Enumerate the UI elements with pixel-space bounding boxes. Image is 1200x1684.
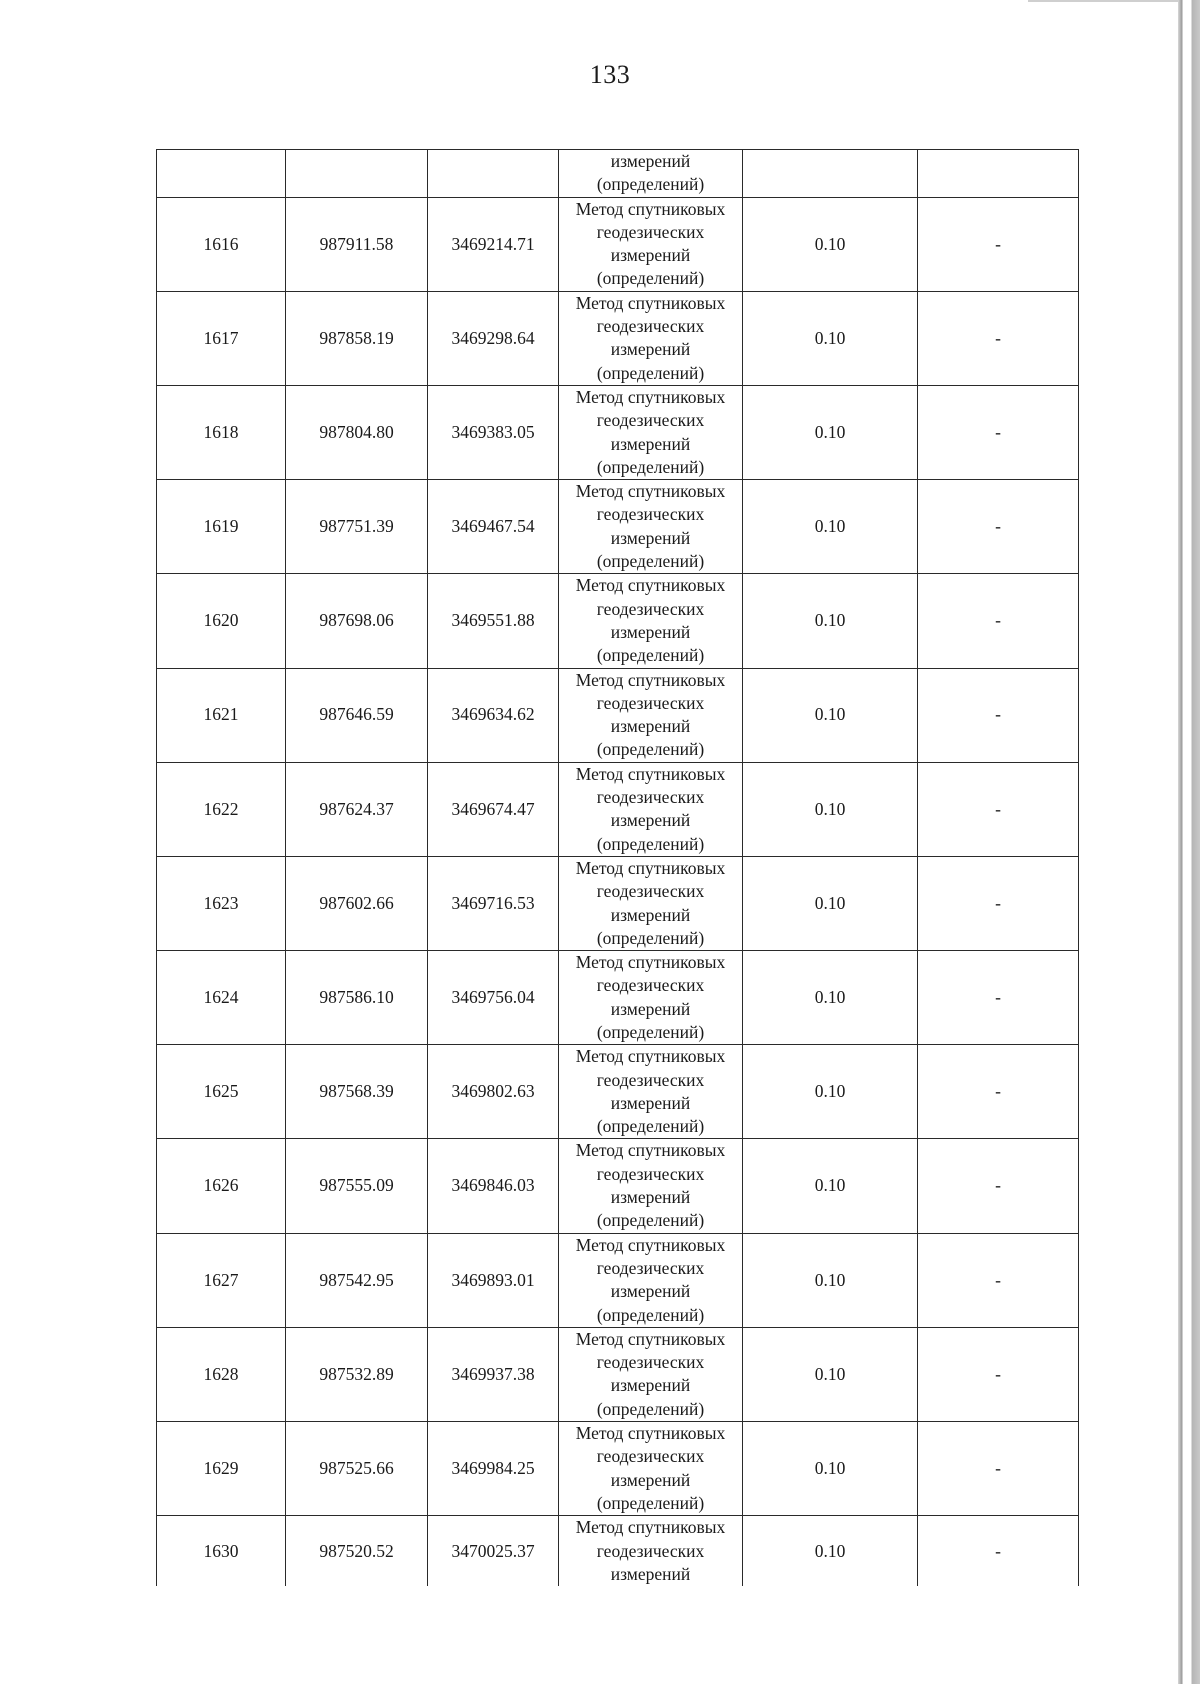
note-cell: - xyxy=(918,856,1079,950)
y-coordinate-cell: 3469467.54 xyxy=(428,480,559,574)
scan-edge-bar xyxy=(1178,0,1200,1684)
x-coordinate-cell: 987751.39 xyxy=(286,480,428,574)
accuracy-cell: 0.10 xyxy=(743,291,918,385)
x-coordinate-cell: 987858.19 xyxy=(286,291,428,385)
method-cell: Метод спутниковых геодезических измерений xyxy=(559,1516,743,1587)
y-coordinate-cell: 3469756.04 xyxy=(428,951,559,1045)
x-coordinate-cell: 987911.58 xyxy=(286,197,428,291)
scan-edge-top xyxy=(1028,0,1178,2)
x-coordinate-cell: 987532.89 xyxy=(286,1327,428,1421)
point-number-cell: 1621 xyxy=(157,668,286,762)
note-cell: - xyxy=(918,385,1079,479)
method-cell: Метод спутниковых геодезических измерений (определений) xyxy=(559,1233,743,1327)
table-row xyxy=(157,574,1079,668)
table-row xyxy=(157,1233,1079,1327)
y-coordinate-cell: 3469846.03 xyxy=(428,1139,559,1233)
y-coordinate-cell: 3469893.01 xyxy=(428,1233,559,1327)
method-cell: Метод спутниковых геодезических измерений (определений) xyxy=(559,856,743,950)
method-cell: Метод спутниковых геодезических измерений (определений) xyxy=(559,197,743,291)
y-coordinate-cell: 3469802.63 xyxy=(428,1045,559,1139)
accuracy-cell: 0.10 xyxy=(743,1045,918,1139)
note-cell: - xyxy=(918,1516,1079,1587)
point-number-cell xyxy=(157,150,286,198)
x-coordinate-cell: 987542.95 xyxy=(286,1233,428,1327)
method-cell: Метод спутниковых геодезических измерений (определений) xyxy=(559,480,743,574)
x-coordinate-cell: 987646.59 xyxy=(286,668,428,762)
accuracy-cell: 0.10 xyxy=(743,480,918,574)
table-row xyxy=(157,762,1079,856)
y-coordinate-cell: 3469383.05 xyxy=(428,385,559,479)
table-row xyxy=(157,1139,1079,1233)
accuracy-cell: 0.10 xyxy=(743,856,918,950)
method-cell: Метод спутниковых геодезических измерений (определений) xyxy=(559,1045,743,1139)
y-coordinate-cell: 3469937.38 xyxy=(428,1327,559,1421)
table-row xyxy=(157,1045,1079,1139)
note-cell: - xyxy=(918,1422,1079,1516)
point-number-cell: 1616 xyxy=(157,197,286,291)
point-number-cell: 1618 xyxy=(157,385,286,479)
x-coordinate-cell: 987520.52 xyxy=(286,1516,428,1587)
x-coordinate-cell: 987555.09 xyxy=(286,1139,428,1233)
table-row xyxy=(157,385,1079,479)
y-coordinate-cell: 3469214.71 xyxy=(428,197,559,291)
method-cell: Метод спутниковых геодезических измерений (определений) xyxy=(559,668,743,762)
x-coordinate-cell: 987525.66 xyxy=(286,1422,428,1516)
note-cell: - xyxy=(918,668,1079,762)
y-coordinate-cell: 3469551.88 xyxy=(428,574,559,668)
point-number-cell: 1624 xyxy=(157,951,286,1045)
accuracy-cell: 0.10 xyxy=(743,1327,918,1421)
accuracy-cell: 0.10 xyxy=(743,668,918,762)
x-coordinate-cell xyxy=(286,150,428,198)
point-number-cell: 1620 xyxy=(157,574,286,668)
y-coordinate-cell: 3470025.37 xyxy=(428,1516,559,1587)
accuracy-cell: 0.10 xyxy=(743,1139,918,1233)
note-cell: - xyxy=(918,1045,1079,1139)
x-coordinate-cell: 987624.37 xyxy=(286,762,428,856)
note-cell: - xyxy=(918,1327,1079,1421)
accuracy-cell: 0.10 xyxy=(743,951,918,1045)
note-cell: - xyxy=(918,197,1079,291)
y-coordinate-cell xyxy=(428,150,559,198)
point-number-cell: 1627 xyxy=(157,1233,286,1327)
note-cell: - xyxy=(918,1233,1079,1327)
note-cell: - xyxy=(918,951,1079,1045)
y-coordinate-cell: 3469674.47 xyxy=(428,762,559,856)
accuracy-cell: 0.10 xyxy=(743,1516,918,1587)
accuracy-cell: 0.10 xyxy=(743,385,918,479)
method-cell: Метод спутниковых геодезических измерений (определений) xyxy=(559,1139,743,1233)
table-row-continuation xyxy=(157,150,1079,198)
note-cell xyxy=(918,150,1079,198)
accuracy-cell: 0.10 xyxy=(743,197,918,291)
point-number-cell: 1622 xyxy=(157,762,286,856)
point-number-cell: 1629 xyxy=(157,1422,286,1516)
accuracy-cell: 0.10 xyxy=(743,762,918,856)
table-row xyxy=(157,291,1079,385)
x-coordinate-cell: 987586.10 xyxy=(286,951,428,1045)
x-coordinate-cell: 987698.06 xyxy=(286,574,428,668)
x-coordinate-cell: 987804.80 xyxy=(286,385,428,479)
note-cell: - xyxy=(918,574,1079,668)
table-row xyxy=(157,197,1079,291)
point-number-cell: 1625 xyxy=(157,1045,286,1139)
table-row xyxy=(157,1516,1079,1587)
table-row xyxy=(157,668,1079,762)
method-cell: Метод спутниковых геодезических измерений (определений) xyxy=(559,1422,743,1516)
note-cell: - xyxy=(918,1139,1079,1233)
method-cell: Метод спутниковых геодезических измерений (определений) xyxy=(559,574,743,668)
note-cell: - xyxy=(918,480,1079,574)
method-cell: Метод спутниковых геодезических измерений (определений) xyxy=(559,385,743,479)
y-coordinate-cell: 3469634.62 xyxy=(428,668,559,762)
page-number: 133 xyxy=(589,60,631,89)
table-row xyxy=(157,856,1079,950)
note-cell: - xyxy=(918,762,1079,856)
point-number-cell: 1623 xyxy=(157,856,286,950)
table-row xyxy=(157,1327,1079,1421)
x-coordinate-cell: 987568.39 xyxy=(286,1045,428,1139)
point-number-cell: 1630 xyxy=(157,1516,286,1587)
point-number-cell: 1619 xyxy=(157,480,286,574)
method-cell: Метод спутниковых геодезических измерений (определений) xyxy=(559,291,743,385)
accuracy-cell: 0.10 xyxy=(743,574,918,668)
point-number-cell: 1626 xyxy=(157,1139,286,1233)
method-cell: Метод спутниковых геодезических измерений (определений) xyxy=(559,762,743,856)
accuracy-cell: 0.10 xyxy=(743,1233,918,1327)
table-row xyxy=(157,951,1079,1045)
point-number-cell: 1617 xyxy=(157,291,286,385)
y-coordinate-cell: 3469298.64 xyxy=(428,291,559,385)
accuracy-cell: 0.10 xyxy=(743,1422,918,1516)
method-cell: измерений (определений) xyxy=(559,150,743,198)
y-coordinate-cell: 3469984.25 xyxy=(428,1422,559,1516)
y-coordinate-cell: 3469716.53 xyxy=(428,856,559,950)
coordinates-table xyxy=(156,149,1079,1586)
accuracy-cell xyxy=(743,150,918,198)
method-cell: Метод спутниковых геодезических измерений (определений) xyxy=(559,951,743,1045)
x-coordinate-cell: 987602.66 xyxy=(286,856,428,950)
point-number-cell: 1628 xyxy=(157,1327,286,1421)
table-row xyxy=(157,480,1079,574)
table-row xyxy=(157,1422,1079,1516)
note-cell: - xyxy=(918,291,1079,385)
method-cell: Метод спутниковых геодезических измерений (определений) xyxy=(559,1327,743,1421)
